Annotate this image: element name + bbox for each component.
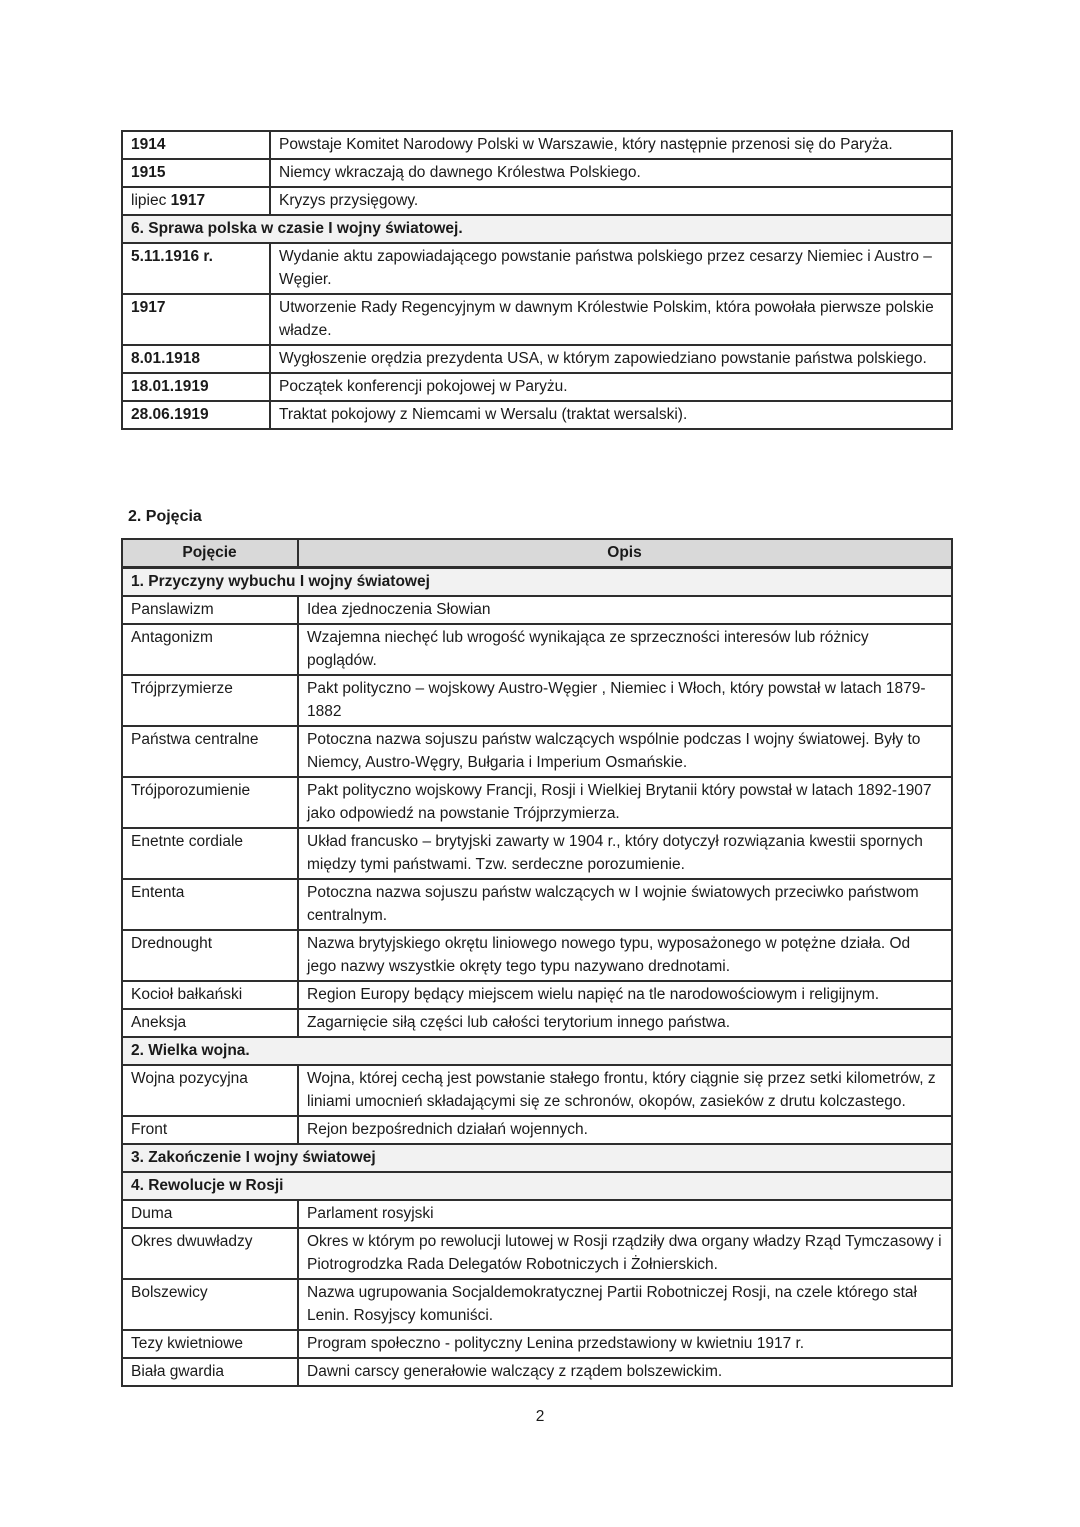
desc-cell: Okres w którym po rewolucji lutowej w Rosji rządziły dwa organy władzy Rząd Tymczasowy i Piotrogrodzka Rada Delegatów Robotniczych i Żołnierskich. xyxy=(298,1228,952,1279)
table-row xyxy=(122,624,952,675)
term-cell xyxy=(122,1065,298,1116)
desc-cell: Wygłoszenie orędzia prezydenta USA, w którym zapowiedziano powstanie państwa polskiego. xyxy=(270,345,952,373)
table-row xyxy=(122,1330,952,1358)
term-text: 1917 xyxy=(131,299,166,316)
table-row xyxy=(122,1358,952,1386)
term-text: Trójprzymierze xyxy=(131,680,233,697)
desc-cell: Program społeczno - polityczny Lenina przedstawiony w kwietniu 1917 r. xyxy=(298,1330,952,1358)
term-text: 1914 xyxy=(131,136,166,153)
table-row xyxy=(122,981,952,1009)
term-cell xyxy=(122,1009,298,1037)
desc-cell: Nazwa ugrupowania Socjaldemokratycznej Partii Robotniczej Rosji, na czele którego stał Lenin. Rosyjscy komuniści. xyxy=(298,1279,952,1330)
desc-cell: Potoczna nazwa sojuszu państw walczących wspólnie podczas I wojny światowej. Były to Niemcy, Austro-Węgry, Bułgaria i Imperium Osmańskie. xyxy=(298,726,952,777)
table-row xyxy=(122,1228,952,1279)
section-label: 3. Zakończenie I wojny światowej xyxy=(122,1144,952,1172)
section-row xyxy=(122,1172,952,1200)
term-text: Antagonizm xyxy=(131,629,213,646)
section-label: 4. Rewolucje w Rosji xyxy=(122,1172,952,1200)
term-prefix: lipiec xyxy=(131,192,171,209)
desc-cell: Pakt polityczno wojskowy Francji, Rosji i Wielkiej Brytanii który powstał w latach 1892-1907 jako odpowiedź na powstanie Trójprzymierza. xyxy=(298,777,952,828)
term-text: Duma xyxy=(131,1205,173,1222)
term-text: Wojna pozycyjna xyxy=(131,1070,248,1087)
desc-cell: Idea zjednoczenia Słowian xyxy=(298,596,952,624)
term-text: Kocioł bałkański xyxy=(131,986,243,1003)
desc-cell: Potoczna nazwa sojuszu państw walczących w I wojnie światowych przeciwko państwom centralnym. xyxy=(298,879,952,930)
table-row xyxy=(122,1116,952,1144)
term-cell xyxy=(122,294,270,345)
term-text: Front xyxy=(131,1121,168,1138)
desc-cell: Parlament rosyjski xyxy=(298,1200,952,1228)
term-cell xyxy=(122,1330,298,1358)
section-label: 2. Wielka wojna. xyxy=(122,1037,952,1065)
term-cell xyxy=(122,373,270,401)
table-row xyxy=(122,930,952,981)
page-number: 2 xyxy=(535,1408,545,1425)
term-cell xyxy=(122,1228,298,1279)
term-cell xyxy=(122,1358,298,1386)
term-text: Panslawizm xyxy=(131,601,214,618)
term-cell xyxy=(122,777,298,828)
desc-cell: Układ francusko – brytyjski zawarty w 1904 r., który dotyczył rozwiązania kwestii spornych między tymi państwami. Tzw. serdeczne porozumienie. xyxy=(298,828,952,879)
table-row xyxy=(122,726,952,777)
desc-cell: Dawni carscy generałowie walczący z rządem bolszewickim. xyxy=(298,1358,952,1386)
term-text: 28.06.1919 xyxy=(131,406,209,423)
term-text: 1917 xyxy=(170,192,206,209)
term-text: 8.01.1918 xyxy=(131,350,200,367)
timeline-table-container xyxy=(121,130,953,430)
table-row xyxy=(122,373,952,401)
concepts-table xyxy=(121,538,953,1387)
term-text: Bolszewicy xyxy=(131,1284,208,1301)
table-row xyxy=(122,828,952,879)
term-text: 1915 xyxy=(131,164,166,181)
term-cell xyxy=(122,187,270,215)
table-row xyxy=(122,131,952,159)
table-row xyxy=(122,1200,952,1228)
term-text: Aneksja xyxy=(131,1014,187,1031)
table-row xyxy=(122,675,952,726)
term-text: Trójporozumienie xyxy=(131,782,251,799)
table-row xyxy=(122,879,952,930)
term-text: Państwa centralne xyxy=(131,731,259,748)
term-cell xyxy=(122,981,298,1009)
desc-cell: Kryzys przysięgowy. xyxy=(270,187,952,215)
table-row xyxy=(122,777,952,828)
section-label: 1. Przyczyny wybuchu I wojny światowej xyxy=(122,568,952,597)
concepts-header-term: Pojęcie xyxy=(122,539,298,568)
table-row xyxy=(122,345,952,373)
table-row xyxy=(122,294,952,345)
term-text: Drednought xyxy=(131,935,213,952)
section-heading-pojecia: 2. Pojęcia xyxy=(128,508,202,525)
term-cell xyxy=(122,596,298,624)
concepts-table-container xyxy=(121,538,953,1387)
term-text: Okres dwuwładzy xyxy=(131,1233,253,1250)
term-cell xyxy=(122,624,298,675)
term-cell xyxy=(122,828,298,879)
desc-cell: Nazwa brytyjskiego okrętu liniowego nowego typu, wyposażonego w potężne działa. Od jego nazwy wszystkie okręty tego typu nazywano drednotami. xyxy=(298,930,952,981)
table-row xyxy=(122,187,952,215)
term-text: 18.01.1919 xyxy=(131,378,209,395)
desc-cell: Powstaje Komitet Narodowy Polski w Warszawie, który następnie przenosi się do Paryża. xyxy=(270,131,952,159)
table-row xyxy=(122,243,952,294)
timeline-table xyxy=(121,130,953,430)
section-row xyxy=(122,1144,952,1172)
concepts-header-desc: Opis xyxy=(298,539,952,568)
term-text: Ententa xyxy=(131,884,185,901)
term-text: 5.11.1916 r. xyxy=(131,248,213,265)
desc-cell: Wojna, której cechą jest powstanie stałego frontu, który ciągnie się przez setki kilometrów, z liniami umocnień składającymi się ze schronów, okopów, zasieków z drutu kolczastego. xyxy=(298,1065,952,1116)
section-label: 6. Sprawa polska w czasie I wojny światowej. xyxy=(122,215,952,243)
term-cell xyxy=(122,879,298,930)
term-cell xyxy=(122,1279,298,1330)
term-cell xyxy=(122,131,270,159)
desc-cell: Zagarnięcie siłą części lub całości terytorium innego państwa. xyxy=(298,1009,952,1037)
desc-cell: Region Europy będący miejscem wielu napięć na tle narodowościowym i religijnym. xyxy=(298,981,952,1009)
concepts-table-header-row xyxy=(122,539,952,568)
term-cell xyxy=(122,1116,298,1144)
term-cell xyxy=(122,243,270,294)
term-cell xyxy=(122,1200,298,1228)
term-cell xyxy=(122,401,270,429)
desc-cell: Utworzenie Rady Regencyjnym w dawnym Królestwie Polskim, która powołała pierwsze polskie władze. xyxy=(270,294,952,345)
section-row xyxy=(122,568,952,597)
term-cell xyxy=(122,159,270,187)
term-cell xyxy=(122,930,298,981)
term-text: Tezy kwietniowe xyxy=(131,1335,243,1352)
desc-cell: Niemcy wkraczają do dawnego Królestwa Polskiego. xyxy=(270,159,952,187)
table-row xyxy=(122,1065,952,1116)
table-row xyxy=(122,1009,952,1037)
term-cell xyxy=(122,726,298,777)
desc-cell: Pakt polityczno – wojskowy Austro-Węgier , Niemiec i Włoch, który powstał w latach 1879-1882 xyxy=(298,675,952,726)
table-row xyxy=(122,159,952,187)
desc-cell: Rejon bezpośrednich działań wojennych. xyxy=(298,1116,952,1144)
table-row xyxy=(122,401,952,429)
section-row xyxy=(122,215,952,243)
term-cell xyxy=(122,345,270,373)
table-row xyxy=(122,1279,952,1330)
term-cell xyxy=(122,675,298,726)
desc-cell: Wzajemna niechęć lub wrogość wynikająca ze sprzeczności interesów lub różnicy poglądów. xyxy=(298,624,952,675)
term-text: Enetnte cordiale xyxy=(131,833,244,850)
term-text: Biała gwardia xyxy=(131,1363,225,1380)
desc-cell: Traktat pokojowy z Niemcami w Wersalu (traktat wersalski). xyxy=(270,401,952,429)
table-row xyxy=(122,596,952,624)
desc-cell: Początek konferencji pokojowej w Paryżu. xyxy=(270,373,952,401)
desc-cell: Wydanie aktu zapowiadającego powstanie państwa polskiego przez cesarzy Niemiec i Austro – Węgier. xyxy=(270,243,952,294)
section-row xyxy=(122,1037,952,1065)
